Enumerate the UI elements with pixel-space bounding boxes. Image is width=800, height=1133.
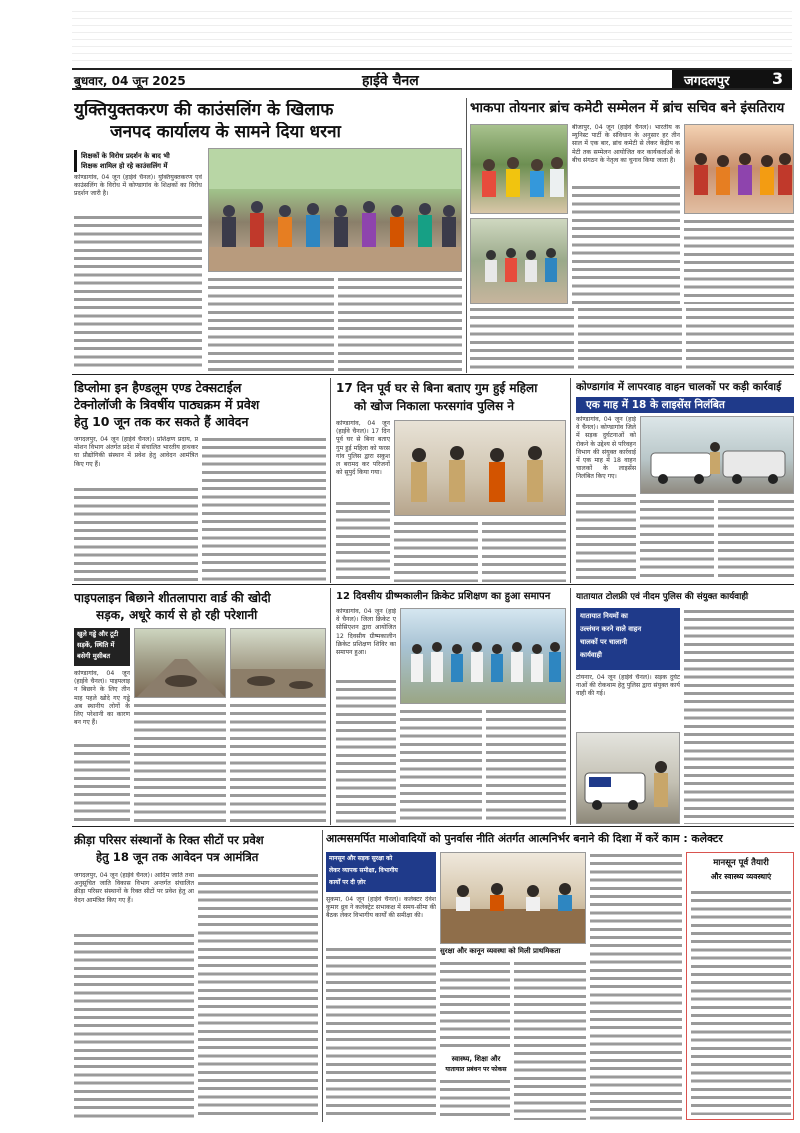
a1-caption-box (74, 150, 204, 172)
a4-body-col2 (394, 520, 478, 582)
a2-body-col4 (578, 306, 682, 372)
a10-body-col4 (440, 1078, 510, 1120)
a5-vehicle-photo (640, 416, 794, 494)
a10-box-body (691, 889, 791, 1115)
a1-headline-1: युक्तियुक्तकरण की काउंसलिंग के खिलाफ (74, 100, 334, 120)
divider-h2 (72, 584, 794, 585)
divider-v5 (570, 588, 571, 825)
a8-photo-art (577, 733, 680, 824)
a9-headline-1: क्रीड़ा परिसर संस्थानों के रिक्त सीटों पर प्रवेश (74, 833, 264, 847)
a10-meeting-photo (440, 852, 586, 944)
a10-callout-3: कार्यों पर दी ज़ोर (329, 879, 366, 886)
a3-body-col1 (74, 486, 198, 582)
a10-subhead-1: स्वास्थ्य, शिक्षा और (451, 1055, 501, 1063)
a7-body-col2 (400, 708, 482, 824)
a8-callout-box (576, 608, 680, 670)
a4-headline-2: को खोज निकाला फरसगांव पुलिस ने (354, 399, 515, 413)
a1-protest-photo (208, 148, 462, 272)
a2-photo3-art (471, 219, 568, 304)
a6-caption-box (74, 628, 130, 666)
a8-callout-3: चालकों पर चालानी (580, 638, 628, 646)
a4-headline-1: 17 दिन पूर्व घर से बिना बताए गुम हुई महिला (336, 381, 538, 395)
a2-headline: भाकपा तोयनार ब्रांच कमेटी सम्मेलन में ब्रांच सचिव बने इंसतिराय (470, 100, 785, 116)
a5-lead: कोण्डागांव, 04 जून (हाईवे चैनल)। कोण्डागांव जिले में सड़क दुर्घटनाओं को रोकने के उद्देश्य से परिवहन विभाग की संयुक्त कार्रवाई में एक माह में 18 वाहन चालकों के लाइसेंस निलंबित किए गए। (576, 416, 636, 481)
a10-callout-1: मानसून और सड़क सुरक्षा को (329, 855, 393, 862)
a5-banner-text: एक माह में 18 के लाइसेंस निलंबित (586, 399, 725, 411)
a6-lead: कोण्डागांव, 04 जून (हाईवे चैनल)। पाइपलाइन बिछाने के लिए तीन माह पहले खोदे गए गड्ढे अब स्थानीय लोगों के लिए परेशानी का कारण बन गए हैं। (74, 670, 130, 727)
a5-body-col2 (640, 498, 714, 582)
a2-body-col2 (684, 218, 794, 304)
a1-body-col3 (338, 276, 462, 372)
a7-body-col1 (336, 678, 396, 824)
a6-caption-3: बसेगी मुसीबत (77, 652, 111, 660)
a2-meeting-photo-1 (470, 124, 568, 214)
divider-v3 (570, 378, 571, 583)
divider-v1 (466, 98, 467, 373)
a6-caption-1: खुले गड्ढे और टूटी (77, 630, 119, 638)
a10-box-title-2: और स्वास्थ्य व्यवस्थाएं (710, 872, 772, 881)
a7-cricket-photo (400, 608, 566, 704)
a6-photo1-art (135, 629, 226, 698)
divider-h1 (72, 374, 794, 375)
a10-box-title-1: मानसून पूर्व तैयारी (713, 858, 769, 868)
header-city-box (672, 70, 792, 88)
a1-body-col2 (208, 276, 334, 372)
a6-caption-2: सड़कें, स्थिति में (77, 641, 115, 649)
divider-h3 (72, 826, 794, 827)
a3-lead: जगदलपुर, 04 जून (हाईवे चैनल)। प्रशिक्षण प्रदाय, प्रमोशन विभाग अंतर्गत प्रदेश में संचालित भारतीय हाथकरघा प्रौद्योगिकी संस्थान में प्रवेश हेतु आवेदन आमंत्रित किए गए हैं। (74, 436, 198, 468)
a5-photo-art (641, 417, 794, 494)
a10-photo-caption: सुरक्षा और कानून व्यवस्था को मिली प्राथमिकता (440, 947, 561, 955)
a9-lead: जगदलपुर, 04 जून (हाईवे चैनल)। आदिम जाति तथा अनुसूचित जाति विकास विभाग अन्तर्गत संचालित क्रीड़ा परिसर संस्थानों के रिक्त सीटों पर प्रवेश हेतु आवेदन आमंत्रित किए गए हैं। (74, 872, 194, 904)
a10-side-box (686, 852, 794, 1120)
a10-callout-2: लेकर व्यापक समीक्षा, विभागीय (329, 867, 398, 874)
a6-body-col1 (74, 742, 130, 824)
a2-meeting-photo-3 (470, 218, 568, 304)
top-margin-area (72, 5, 792, 67)
a5-headline: कोण्डागांव में लापरवाह वाहन चालकों पर कड़ी कार्रवाई (576, 381, 782, 393)
a1-caption-2: शिक्षक शामिल हो रहे काउंसलिंग में (81, 162, 168, 170)
a4-photo-art (395, 421, 566, 516)
a6-headline-2: सड़क, अधूरे कार्य से हो रही परेशानी (96, 608, 258, 622)
a1-body-col1 (74, 214, 202, 372)
a4-body-col3 (482, 520, 566, 582)
a6-body-col3 (230, 702, 326, 824)
header-date: बुधवार, 04 जून 2025 (74, 74, 186, 88)
a8-callout-1: यातायात नियमों का (580, 612, 628, 620)
a10-callout-box (326, 852, 436, 892)
a8-police-photo (576, 732, 680, 824)
a6-headline-1: पाइपलाइन बिछाने शीतलापारा वार्ड की खोदी (74, 591, 271, 605)
a8-callout-2: उल्लंघन करने वाले वाहन (580, 625, 642, 633)
a8-headline: यातायात टोलफ्री एवं नीदम पुलिस की संयुक्त कार्यवाही (576, 592, 749, 602)
a1-lead: कोण्डागांव, 04 जून (हाईवे चैनल)। युक्तियुक्तकरण एवं काउंसलिंग के विरोध में कोण्डागांव के शिक्षकों का विरोध प्रदर्शन जारी है। (74, 174, 202, 198)
a2-body-col1 (572, 184, 680, 304)
a10-body-col3 (514, 960, 586, 1120)
a8-callout-4: कार्यवाही (580, 651, 602, 659)
a1-photo-art (209, 149, 462, 272)
a10-body-col5 (590, 852, 682, 1120)
a7-body-col3 (486, 708, 566, 824)
a5-body-col1 (576, 492, 636, 582)
a8-lead: टोयनार, 04 जून (हाईवे चैनल)। सड़क दुर्घटनाओं की रोकथाम हेतु पुलिस द्वारा संयुक्त कार्यवाही की गई। (576, 674, 680, 698)
a2-body-col3 (470, 306, 574, 372)
a3-headline-2: टेक्नोलॉजी के त्रिवर्षीय पाठ्यक्रम में प्रवेश (74, 397, 260, 412)
a2-body-col5 (686, 306, 794, 372)
a4-lead: कोण्डागांव, 04 जून (हाईवे चैनल)। 17 दिन पूर्व घर से बिना बताए गुम हुई महिला को फरसगांव पुलिस द्वारा सकुशल बरामद कर परिजनों को सुपुर्द किया गया। (336, 420, 390, 477)
a10-body-col1 (326, 946, 436, 1120)
a2-photo1-art (471, 125, 568, 214)
divider-v2 (330, 378, 331, 583)
a6-photo2-art (231, 629, 326, 698)
a9-headline-2: हेतु 18 जून तक आवेदन पत्र आमंत्रित (96, 850, 259, 864)
a3-headline-3: हेतु 10 जून तक कर सकते हैं आवेदन (74, 414, 249, 429)
a5-body-col3 (718, 498, 794, 582)
a7-photo-art (401, 609, 566, 704)
a10-subhead-2: यातायात प्रबंधन पर फोकस (445, 1066, 507, 1073)
a3-headline-1: डिप्लोमा इन हैण्डलूम एण्ड टेक्सटाईल (74, 380, 242, 395)
a6-body-col2 (134, 702, 226, 824)
a9-body-col1 (74, 932, 194, 1120)
masthead-bar (72, 68, 792, 90)
a5-banner (576, 397, 794, 413)
a7-headline: 12 दिवसीय ग्रीष्मकालीन क्रिकेट प्रशिक्षण का हुआ समापन (336, 591, 551, 602)
a3-body-col2 (202, 436, 326, 582)
divider-v6 (322, 830, 323, 1122)
a2-meeting-photo-2 (684, 124, 794, 214)
a9-body-col2 (198, 872, 318, 1120)
a2-photo2-art (685, 125, 794, 214)
a10-body-col2 (440, 960, 510, 1050)
divider-v4 (330, 588, 331, 825)
header-city: जगदलपुर (684, 74, 730, 89)
a1-headline-2: जनपद कार्यालय के सामने दिया धरना (110, 122, 341, 142)
header-page-number: 3 (772, 69, 784, 88)
a4-body-col1 (336, 500, 390, 582)
a10-headline: आत्मसमर्पित माओवादियों को पुनर्वास नीति अंतर्गत आत्मनिर्भर बनाने की दिशा में करें काम : कलेक्टर (326, 832, 723, 845)
a1-caption-1: शिक्षकों के विरोध प्रदर्शन के बाद भी (81, 152, 170, 160)
a6-road-photo-2 (230, 628, 326, 698)
a10-lead: सुकमा, 04 जून (हाईवे चैनल)। कलेक्टर देवेश कुमार ध्रुव ने कलेक्ट्रेट सभाकक्ष में समय-सीमा की बैठक लेकर विभागीय कार्यों की समीक्षा की। (326, 896, 436, 920)
header-paper-name: हाईवे चैनल (362, 73, 419, 89)
a7-lead: कोण्डागांव, 04 जून (हाईवे चैनल)। जिला क्रिकेट एसोसिएशन द्वारा आयोजित 12 दिवसीय ग्रीष्मकालीन क्रिकेट प्रशिक्षण शिविर का समापन हुआ। (336, 608, 396, 657)
a8-body-col1 (684, 608, 794, 824)
a4-police-photo (394, 420, 566, 516)
a6-road-photo-1 (134, 628, 226, 698)
a10-photo-art (441, 853, 586, 944)
a2-lead: बीजापुर, 04 जून (हाईवे चैनल)। भारतीय कम्युनिस्ट पार्टी के संविधान के अनुसार हर तीन साल में एक बार, ब्रांच कमेटी से लेकर केंद्रीय कमेटी तक सम्मेलन आयोजित कर कार्यकर्ताओं के बीच संगठन के नेतृत्व का चुनाव किया जाता है। (572, 124, 680, 164)
